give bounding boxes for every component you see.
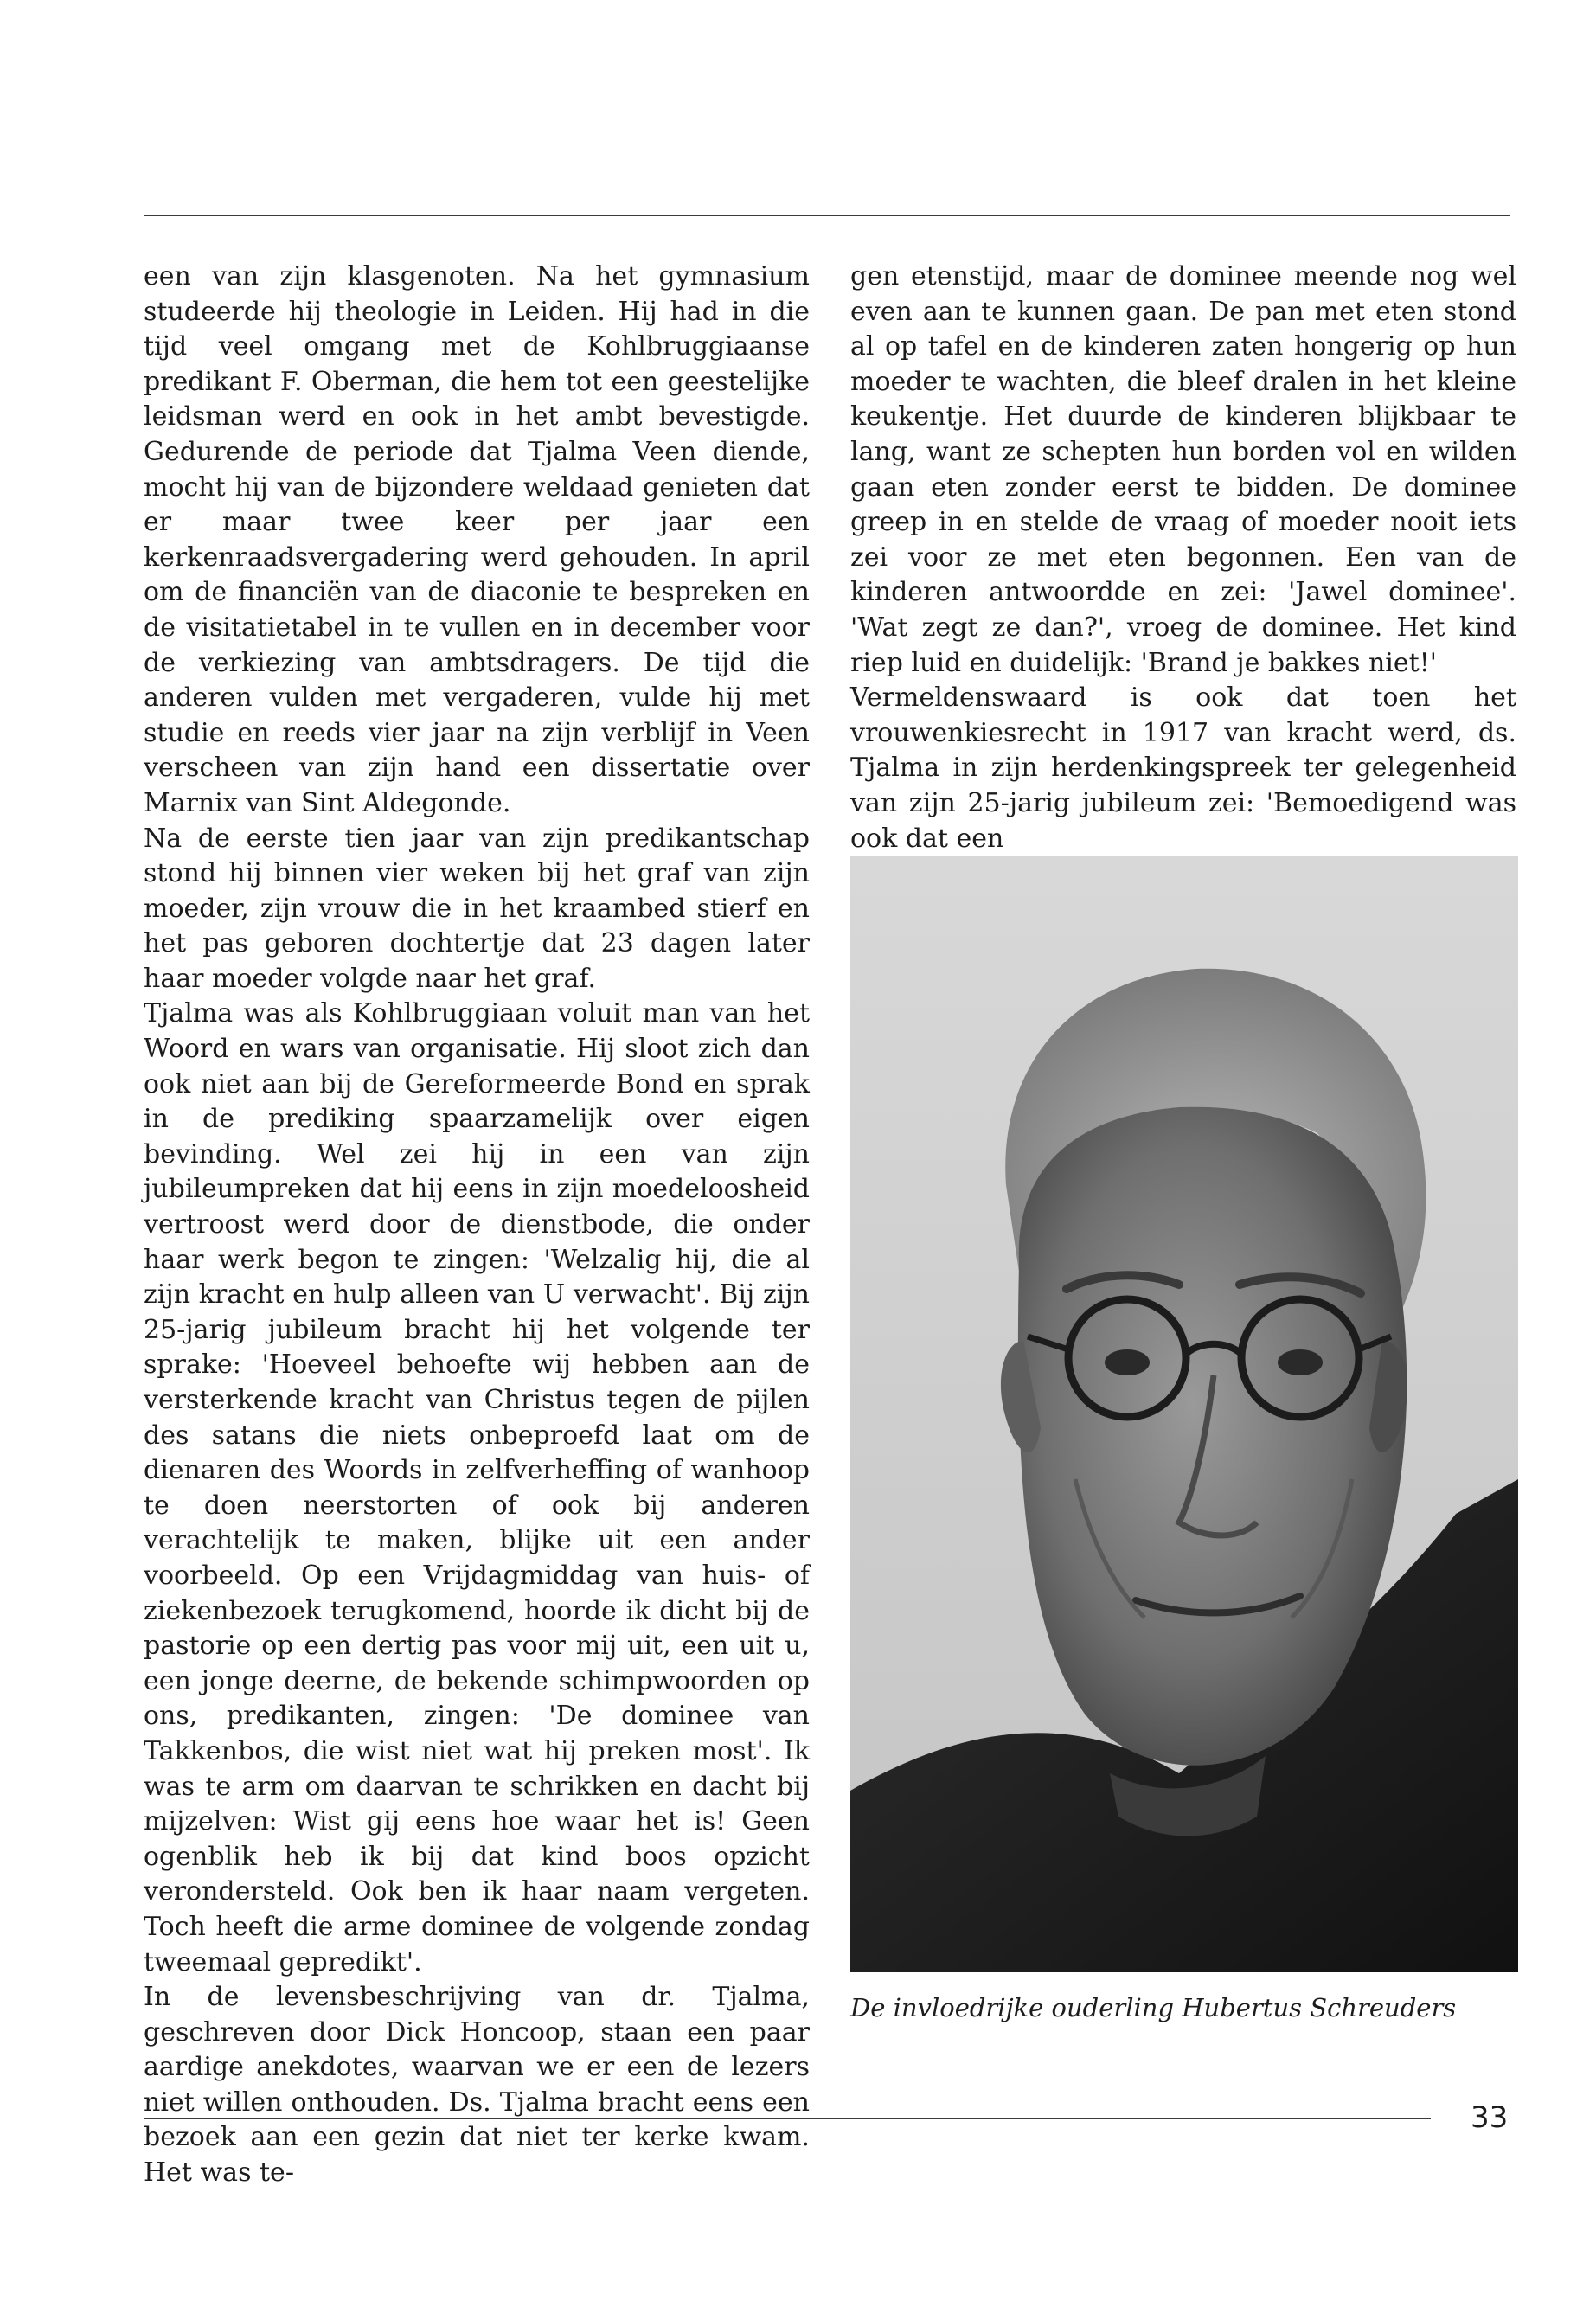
bottom-rule	[144, 2118, 1431, 2119]
top-rule	[144, 215, 1510, 216]
paragraph: In de levensbeschrijving van dr. Tjalma, geschreven door Dick Honcoop, staan een paar aardige anekdotes, waarvan we er een de lezers niet willen onthouden. Ds. Tjalma bracht eens een bezoek aan een gezin dat niet ter kerke kwam. Het was te-	[144, 1982, 810, 2189]
paragraph: een van zijn klasgenoten. Na het gymnasium studeerde hij theologie in Leiden. Hij had in die tijd veel omgang met de Kohlbruggiaanse predikant F. Oberman, die hem tot een geestelijke leidsman werd en ook in het ambt bevestigde. Gedurende de periode dat Tjalma Veen diende, mocht hij van de bijzondere weldaad genieten dat er maar twee keer per jaar een kerkenraadsvergadering werd gehouden. In april om de financiën van de diaconie te bespreken en de visitatietabel in te vullen en in december voor de verkiezing van ambtsdragers. De tijd die anderen vulden met vergaderen, vulde hij met studie en reeds vier jaar na zijn verblijf in Veen verscheen van zijn hand een dissertatie over Marnix van Sint Aldegonde.	[144, 261, 810, 818]
right-text-column	[850, 260, 1516, 856]
photo-caption: De invloedrijke ouderling Hubertus Schreuders	[850, 1993, 1457, 2022]
portrait-photo	[850, 856, 1518, 1972]
left-text-column	[144, 260, 810, 2191]
paragraph: Vermeldenswaard is ook dat toen het vrouwenkiesrecht in 1917 van kracht werd, ds. Tjalma in zijn herdenkingspreek ter gelegenheid van zijn 25-jarig jubileum zei: 'Bemoedigend was ook dat een	[850, 683, 1516, 854]
paragraph: Na de eerste tien jaar van zijn predikantschap stond hij binnen vier weken bij het graf van zijn moeder, zijn vrouw die in het kraambed stierf en het pas geboren dochtertje dat 23 dagen later haar moeder volgde naar het graf.	[144, 823, 810, 994]
paragraph: gen etenstijd, maar de dominee meende nog wel even aan te kunnen gaan. De pan met eten stond al op tafel en de kinderen zaten hongerig op hun moeder te wachten, die bleef dralen in het kleine keukentje. Het duurde de kinderen blijkbaar te lang, want ze schepten hun borden vol en wilden gaan eten zonder eerst te bidden. De dominee greep in en stelde de vraag of moeder nooit iets zei voor ze met eten begonnen. Een van de kinderen antwoordde en zei: 'Jawel dominee'. 'Wat zegt ze dan?', vroeg de dominee. Het kind riep luid en duidelijk: 'Brand je bakkes niet!'	[850, 261, 1516, 678]
paragraph: Tjalma was als Kohlbruggiaan voluit man van het Woord en wars van organisatie. Hij sloot zich dan ook niet aan bij de Gereformeerde Bond en sprak in de prediking spaarzamelijk over eigen bevinding. Wel zei hij in een van zijn jubileumpreken dat hij eens in zijn moedeloosheid vertroost werd door de dienstbode, die onder haar werk begon te zingen: 'Welzalig hij, die al zijn kracht en hulp alleen van U verwacht'. Bij zijn 25-jarig jubileum bracht hij het volgende ter sprake: 'Hoeveel behoefte wij hebben aan de versterkende kracht van Christus tegen de pijlen des satans die niets onbeproefd laat om de dienaren des Woords in zelfverheffing of wanhoop te doen neerstorten of ook bij anderen verachtelijk te maken, blijke uit een ander voorbeeld. Op een Vrijdagmiddag van huis- of ziekenbezoek terugkomend, hoorde ik dicht bij de pastorie op een dertig pas voor mij uit, een uit u, een jonge deerne, de bekende schimpwoorden op ons, predikanten, zingen: 'De dominee van Takkenbos, die wist niet wat hij preken most'. Ik was te arm om daarvan te schrikken en dacht bij mijzelven: Wist gij eens hoe waar het is! Geen ogenblik heb ik bij dat kind boos opzicht verondersteld. Ook ben ik haar naam vergeten. Toch heeft die arme dominee de volgende zondag tweemaal gepredikt'.	[144, 998, 810, 1977]
page-number: 33	[1471, 2100, 1509, 2135]
